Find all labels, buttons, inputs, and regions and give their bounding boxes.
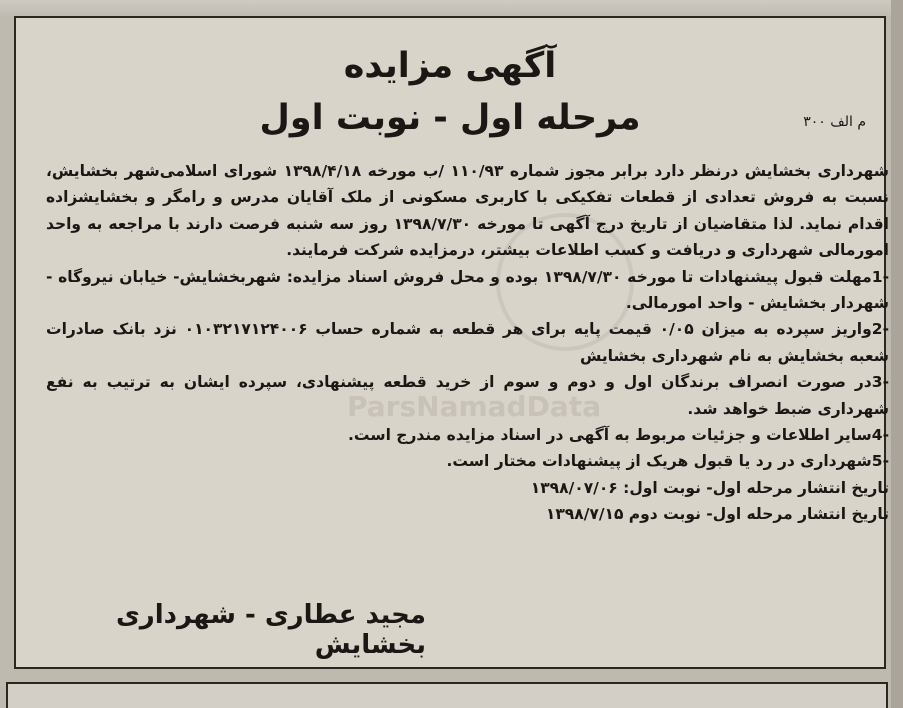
newspaper-right-edge	[891, 0, 903, 708]
ad-body	[46, 158, 889, 528]
ad-signature: مجید عطاری - شهرداری بخشایش	[115, 600, 426, 660]
ad-subtitle: مرحله اول - نوبت اول	[259, 98, 641, 138]
ad-item: -5شهرداری در رد یا قبول هریک از پیشنهادات مختار است.	[446, 452, 889, 471]
site-watermark: ParsNamadData	[347, 390, 601, 423]
publish-date-line: تاریخ انتشار مرحله اول- نوبت اول: ۱۳۹۸/۰۷/۰۶	[530, 478, 889, 497]
next-ad-frame-edge	[6, 682, 888, 708]
auction-ad-frame	[14, 16, 890, 669]
ad-item: -1مهلت قبول پیشنهادات تا مورخه ۱۳۹۸/۷/۳۰ بوده و محل فروش اسناد مزایده: شهربخشایش- خیابان نیروگاه - شهردار بخشایش - واحد امورمالی.	[46, 267, 889, 313]
ad-item: -2واریز سپرده به میزان ۰/۰۵ قیمت پایه برای هر قطعه به شماره حساب ۰۱۰۳۲۱۷۱۲۴۰۰۶ نزد بانک صادرات شعبه بخشایش به نام شهرداری بخشایش	[46, 320, 889, 365]
ad-item: -4سایر اطلاعات و جزئیات مربوط به آگهی در اسناد مزایده مندرج است.	[348, 426, 889, 445]
ad-intro-paragraph: شهرداری بخشایش درنظر دارد برابر مجوز شماره ۱۱۰/۹۳ /ب مورخه ۱۳۹۸/۴/۱۸ شورای اسلامی‌شهر بخشایش، نسبت به فروش تعدادی از قطعات تفکیکی با کاربری مسکونی از ملک آقایان مدرس و رامگر و بخشایشزاده اقدام نماید. لذا متقاضیان از تاریخ درج آگهی تا مورخه ۱۳۹۸/۷/۳۰ روز سه شنبه فرصت دارند با مراجعه به واحد امورمالی شهرداری و دریافت و کسب اطلاعات بیشتر، درمزایده شرکت فرمایند.	[46, 162, 890, 260]
ad-code: م الف ۳۰۰	[803, 114, 866, 130]
publish-date-line: تاریخ انتشار مرحله اول- نوبت دوم ۱۳۹۸/۷/۱۵	[545, 505, 889, 524]
ad-item: -3در صورت انصراف برندگان اول و دوم و سوم از خرید قطعه پیشنهادی، سپرده ایشان به ترتیب به نفع شهرداری ضبط خواهد شد.	[46, 373, 889, 418]
ad-title: آگهی مزایده	[343, 46, 557, 86]
